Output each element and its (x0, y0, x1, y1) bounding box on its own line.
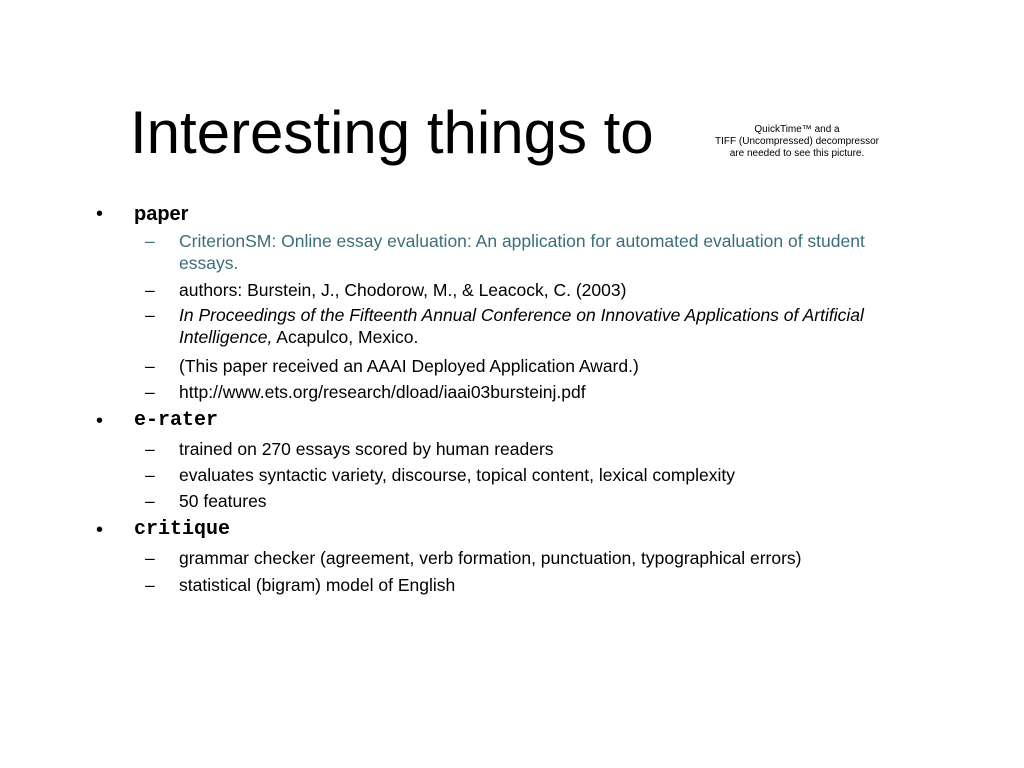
dash-marker: – (145, 575, 155, 595)
dash-marker: – (145, 280, 155, 300)
bullet-marker: • (96, 410, 104, 432)
paper-url-link[interactable]: http://www.ets.org/research/dload/iaai03bursteinj.pdf (179, 382, 586, 402)
dash-marker: – (145, 439, 155, 459)
dash-marker: – (145, 382, 155, 402)
quicktime-line-3: are needed to see this picture. (729, 148, 865, 159)
quicktime-line-1: QuickTime™ and a (754, 124, 840, 135)
bullet-marker: • (96, 203, 104, 225)
evaluates-text: evaluates syntactic variety, discourse, topical content, lexical complexity (179, 465, 736, 485)
bullet-paper-label: paper (134, 203, 189, 225)
dash-marker: – (145, 305, 155, 325)
trained-text: trained on 270 essays scored by human readers (179, 439, 554, 459)
bullet-marker: • (96, 519, 104, 541)
dash-marker: – (145, 491, 155, 511)
award-text: (This paper received an AAAI Deployed Application Award.) (179, 356, 639, 376)
dash-marker: – (145, 231, 155, 251)
features-text: 50 features (179, 491, 267, 511)
slide-title: Interesting things to (130, 99, 654, 166)
bullet-critique-label: critique (134, 518, 231, 541)
proceedings-location: Acapulco, Mexico. (272, 327, 419, 347)
quicktime-line-2: TIFF (Uncompressed) decompressor (715, 136, 879, 147)
proceedings-text (179, 304, 891, 348)
bullet-erater-label: e-rater (134, 409, 219, 432)
grammar-text: grammar checker (agreement, verb formation, punctuation, typographical errors) (179, 548, 802, 568)
authors-text: authors: Burstein, J., Chodorow, M., & Leacock, C. (2003) (179, 280, 627, 300)
dash-marker: – (145, 548, 155, 568)
proceedings-italic: In Proceedings of the Fifteenth Annual Conference on Innovative Applications of Artificial Intelligence, (179, 305, 864, 347)
criterion-text: CriterionSM: Online essay evaluation: An application for automated evaluation of student essays. (179, 231, 865, 273)
statistical-text: statistical (bigram) model of English (179, 575, 456, 595)
dash-marker: – (145, 356, 155, 376)
dash-marker: – (145, 465, 155, 485)
